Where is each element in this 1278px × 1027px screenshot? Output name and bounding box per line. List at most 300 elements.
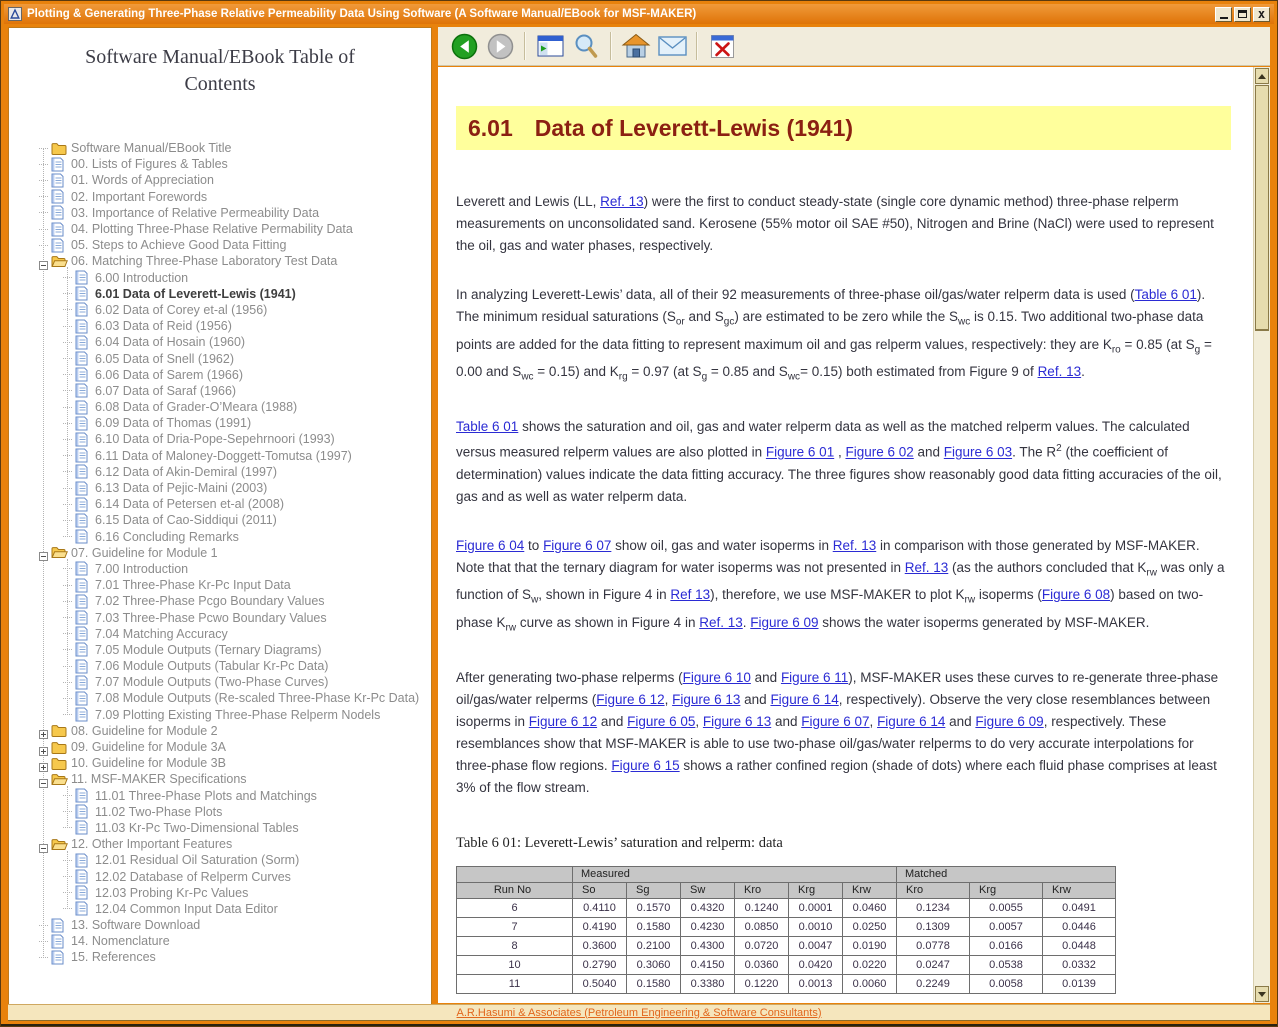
- page-icon: [75, 691, 92, 706]
- toc-item[interactable]: [9, 674, 431, 690]
- back-button[interactable]: [446, 30, 482, 62]
- folder-open-icon: [51, 255, 68, 268]
- table-column-header: Sw: [681, 882, 735, 898]
- tree-stub: [63, 682, 72, 683]
- minimize-button[interactable]: [1215, 7, 1232, 22]
- toc-item[interactable]: [9, 189, 431, 205]
- toc-item-label: 11.02 Two-Phase Plots: [95, 804, 223, 819]
- table-cell: 0.0778: [897, 936, 970, 955]
- toc-item[interactable]: [9, 448, 431, 464]
- toc-item[interactable]: [9, 577, 431, 593]
- expand-icon[interactable]: [39, 759, 48, 768]
- toc-item-label: 6.08 Data of Grader-O’Meara (1988): [95, 400, 298, 415]
- content-link[interactable]: Ref. 13: [699, 614, 743, 630]
- page-icon: [75, 869, 92, 884]
- toc-item[interactable]: [9, 545, 431, 561]
- content-link[interactable]: Figure 6 07: [801, 713, 870, 729]
- content-link[interactable]: Figure 6 14: [770, 691, 839, 707]
- scroll-down-icon: [1258, 992, 1266, 997]
- content-link[interactable]: Ref. 13: [832, 537, 877, 553]
- page-icon: [75, 319, 92, 334]
- relperm-table: [456, 866, 1116, 994]
- folder-icon: [51, 142, 68, 155]
- table-cell: 0.0247: [897, 955, 970, 974]
- toc-item[interactable]: [9, 140, 431, 156]
- table-cell: 0.0220: [843, 955, 897, 974]
- page-icon: [75, 286, 92, 301]
- subscript-text: rw: [505, 622, 517, 634]
- tree-stub: [63, 520, 72, 521]
- table-column-header: Krg: [789, 882, 843, 898]
- page-icon: [75, 335, 92, 350]
- table-cell: 0.0448: [1043, 936, 1116, 955]
- tree-stub: [63, 293, 72, 294]
- table-row: [457, 917, 1116, 936]
- tree-stub: [63, 536, 72, 537]
- subscript-text: wc: [957, 316, 971, 328]
- content-link[interactable]: Figure 6 10: [682, 669, 751, 685]
- page-icon: [75, 675, 92, 690]
- toc-item-label: 7.06 Module Outputs (Tabular Kr-Pc Data): [95, 659, 329, 674]
- table-cell: 0.0001: [789, 898, 843, 917]
- home-button[interactable]: [618, 30, 654, 62]
- tree-stub: [63, 374, 72, 375]
- toc-item-label: 6.13 Data of Pejic-Maini (2003): [95, 481, 268, 496]
- page-icon: [51, 173, 68, 188]
- window-title: Plotting & Generating Three-Phase Relative Permeability Data Using Software (A Software Manual/EBook for MSF-MAKER): [27, 8, 697, 20]
- toc-item-label: 12.04 Common Input Data Editor: [95, 901, 278, 916]
- page-icon: [75, 707, 92, 722]
- toc-item[interactable]: [9, 156, 431, 172]
- footer-link[interactable]: A.R.Hasumi & Associates (Petroleum Engineering & Software Consultants): [456, 1006, 822, 1019]
- table-cell: 0.1234: [897, 898, 970, 917]
- toc-item[interactable]: [9, 350, 431, 366]
- table-column-header: Krw: [1043, 882, 1116, 898]
- table-row: [457, 898, 1116, 917]
- table-cell: 0.0047: [789, 936, 843, 955]
- toc-title: Software Manual/EBook Table of Contents: [85, 46, 355, 95]
- table-cell: 0.4150: [681, 955, 735, 974]
- page-icon: [51, 157, 68, 172]
- search-icon: [573, 33, 599, 60]
- content-link[interactable]: Figure 6 13: [672, 691, 741, 707]
- page-icon: [75, 351, 92, 366]
- toc-item-label: 7.08 Module Outputs (Re-scaled Three-Phase Kr-Pc Data): [95, 691, 420, 706]
- toc-item-label: 03. Importance of Relative Permeability Data: [71, 205, 320, 220]
- table-cell: 0.0420: [789, 955, 843, 974]
- toc-item-label: 14. Nomenclature: [71, 934, 170, 949]
- toc-item-label: 6.14 Data of Petersen et-al (2008): [95, 497, 285, 512]
- toc-item[interactable]: [9, 739, 431, 755]
- subscript-text: gc: [723, 316, 735, 328]
- tree-stub: [63, 326, 72, 327]
- tree-stub: [39, 164, 48, 165]
- subscript-text: g: [1194, 344, 1201, 356]
- toc-item-label: 12.01 Residual Oil Saturation (Sorm): [95, 853, 300, 868]
- maximize-button[interactable]: [1234, 7, 1251, 22]
- page-icon: [75, 464, 92, 479]
- toc-item-label: Software Manual/EBook Title: [71, 141, 232, 156]
- toc-item[interactable]: [9, 804, 431, 820]
- page-icon: [75, 383, 92, 398]
- titlebar: [4, 4, 1274, 24]
- expand-icon[interactable]: [39, 743, 48, 752]
- toc-item-label: 6.09 Data of Thomas (1991): [95, 416, 252, 431]
- toc-item[interactable]: [9, 496, 431, 512]
- toc-item[interactable]: [9, 512, 431, 528]
- table-cell: 10: [457, 955, 573, 974]
- heading-text: Data of Leverett-Lewis (1941): [534, 114, 854, 141]
- supscript-text: 2: [1056, 443, 1062, 455]
- tree-stub: [63, 698, 72, 699]
- content-link[interactable]: Table 6 01: [456, 419, 519, 435]
- content-link[interactable]: Figure 6 12: [528, 713, 598, 729]
- content-link[interactable]: Table 6 01: [1134, 287, 1197, 302]
- table-row: [457, 936, 1116, 955]
- toc-item-label: 6.15 Data of Cao-Siddiqui (2011): [95, 513, 277, 528]
- toc-item-label: 12.03 Probing Kr-Pc Values: [95, 885, 249, 900]
- page-icon: [51, 934, 68, 949]
- table-cell: 0.0720: [735, 936, 789, 955]
- toc-item-label: 15. References: [71, 950, 156, 965]
- toc-item[interactable]: [9, 415, 431, 431]
- toc-item-label: 00. Lists of Figures & Tables: [71, 157, 228, 172]
- page-icon: [75, 513, 92, 528]
- collapse-icon[interactable]: [39, 775, 48, 784]
- content-link[interactable]: Figure 6 15: [611, 757, 680, 773]
- page-icon: [75, 853, 92, 868]
- subscript-text: rw: [964, 594, 976, 606]
- toc-item[interactable]: [9, 658, 431, 674]
- tree-stub: [63, 568, 72, 569]
- collapse-icon[interactable]: [39, 257, 48, 266]
- toolbar-separator: [610, 32, 612, 60]
- content-link[interactable]: Figure 6 03: [943, 444, 1013, 460]
- toc-item-label: 7.09 Plotting Existing Three-Phase Relperm Nodels: [95, 707, 381, 722]
- tree-stub: [39, 941, 48, 942]
- tree-stub: [39, 212, 48, 213]
- content-link[interactable]: Figure 6 13: [702, 713, 772, 729]
- table-cell: 0.0491: [1043, 898, 1116, 917]
- email-button[interactable]: [654, 30, 690, 62]
- table-cell: 0.3060: [627, 955, 681, 974]
- tree-stub: [63, 585, 72, 586]
- toc-item[interactable]: [9, 172, 431, 188]
- toggle-pane-icon: [537, 34, 564, 58]
- table-cell: 0.3600: [573, 936, 627, 955]
- toc-item[interactable]: [9, 383, 431, 399]
- toc-item-label: 6.12 Data of Akin-Demiral (1997): [95, 464, 278, 479]
- toc-item[interactable]: [9, 367, 431, 383]
- toc-item-label: 7.05 Module Outputs (Ternary Diagrams): [95, 642, 322, 657]
- page-icon: [51, 918, 68, 933]
- table-group-header: Matched: [897, 866, 1116, 882]
- toggle-pane-button[interactable]: [532, 30, 568, 62]
- content-link[interactable]: Figure 6 04: [456, 537, 525, 553]
- page-icon: [75, 529, 92, 544]
- table-cell: 0.1570: [627, 898, 681, 917]
- window-bottom-edge: [1, 1024, 1277, 1026]
- subscript-text: wc: [521, 372, 534, 384]
- toc-item[interactable]: [9, 755, 431, 771]
- toc-item-label: 7.02 Three-Phase Pcgo Boundary Values: [95, 594, 325, 609]
- toc-item[interactable]: [9, 221, 431, 237]
- scrollbar-thumb[interactable]: [1255, 85, 1269, 331]
- table-cell: 0.2249: [897, 974, 970, 993]
- table-cell: 0.0055: [970, 898, 1043, 917]
- toc-item[interactable]: [9, 788, 431, 804]
- page-icon: [75, 594, 92, 609]
- content-link[interactable]: Figure 6 14: [877, 713, 946, 729]
- content-paragraph: Table 6 01 shows the saturation and oil, gas and water relperm data as well as the matched relperm values. The calculated versus measured relperm values are also plotted in Figure 6 01 , Figure 6 02 and Figure 6 03. The $R^2$ (the coefficient of determination) values indicate the data fitting accuracy. The three figures show reasonably good data fitting accuracies of the oil, gas and as well as water relperm data.: [456, 419, 1222, 504]
- folder-icon: [51, 741, 68, 754]
- toc-item-label: 6.01 Data of Leverett-Lewis (1941): [95, 286, 296, 301]
- close-button[interactable]: [1253, 7, 1270, 22]
- toc-item[interactable]: [9, 836, 431, 852]
- toolbar-separator: [696, 32, 698, 60]
- table-cell: 0.0446: [1043, 917, 1116, 936]
- table-cell: 0.1580: [627, 917, 681, 936]
- page-icon: [51, 189, 68, 204]
- page-icon: [75, 788, 92, 803]
- toc-item[interactable]: [9, 561, 431, 577]
- tree-stub: [39, 148, 48, 149]
- tree-stub: [63, 601, 72, 602]
- toc-item[interactable]: [9, 270, 431, 286]
- table-cell: 0.4230: [681, 917, 735, 936]
- toc-item[interactable]: [9, 771, 431, 787]
- forward-icon: [487, 33, 514, 60]
- table-group-header-row: [457, 866, 1116, 882]
- table-column-header: So: [573, 882, 627, 898]
- table-cell: 0.2100: [627, 936, 681, 955]
- toc-item[interactable]: [9, 690, 431, 706]
- toc-item[interactable]: [9, 480, 431, 496]
- table-cell: 0.0332: [1043, 955, 1116, 974]
- toc-item[interactable]: [9, 901, 431, 917]
- toc-item-label: 01. Words of Appreciation: [71, 173, 214, 188]
- toc-item[interactable]: [9, 334, 431, 350]
- toc-item[interactable]: [9, 464, 431, 480]
- toc-item[interactable]: [9, 609, 431, 625]
- page-icon: [51, 222, 68, 237]
- page-icon: [51, 238, 68, 253]
- content-link[interactable]: Ref. 13: [600, 194, 644, 209]
- table-caption: Table 6 01: Leverett-Lewis’ saturation and relperm: data: [456, 834, 783, 851]
- toc-item[interactable]: [9, 626, 431, 642]
- toc-item[interactable]: [9, 431, 431, 447]
- toc-item[interactable]: [9, 885, 431, 901]
- table-column-header: Kro: [897, 882, 970, 898]
- content-link[interactable]: Figure 6 07: [543, 537, 612, 553]
- table-cell: 0.0057: [970, 917, 1043, 936]
- page-icon: [75, 642, 92, 657]
- toc-item-label: 12. Other Important Features: [71, 837, 233, 852]
- tree-stub: [39, 245, 48, 246]
- footer-bar: [8, 1004, 1270, 1021]
- collapse-icon[interactable]: [39, 548, 48, 557]
- toc-item[interactable]: [9, 949, 431, 965]
- search-button[interactable]: [568, 30, 604, 62]
- toc-panel: [8, 27, 432, 1005]
- toc-item[interactable]: [9, 723, 431, 739]
- subscript-text: g: [701, 372, 708, 384]
- table-cell: 0.0250: [843, 917, 897, 936]
- table-column-header-row: [457, 882, 1116, 898]
- exit-button[interactable]: [704, 30, 740, 62]
- toc-item[interactable]: [9, 933, 431, 949]
- page-icon: [51, 205, 68, 220]
- tree-stub: [63, 633, 72, 634]
- tree-stub: [63, 795, 72, 796]
- toc-item-selected[interactable]: [9, 286, 431, 302]
- content-link[interactable]: Figure 6 08: [1041, 587, 1111, 603]
- tree-stub: [63, 488, 72, 489]
- page-icon: [51, 950, 68, 965]
- subscript-text: rg: [618, 372, 628, 384]
- tree-stub: [63, 617, 72, 618]
- toc-item-label: 6.04 Data of Hosain (1960): [95, 335, 246, 350]
- content-paragraph: After generating two-phase relperms (Figure 6 10 and Figure 6 11), MSF-MAKER uses these curves to re-generate three-phase oil/gas/water relperms (Figure 6 12, Figure 6 13 and Figure 6 14, respectively). Observe the very close resemblances between isoperms in Figure 6 12 and Figure 6 05, Figure 6 13 and Figure 6 07, Figure 6 14 and Figure 6 09, respectively. These resemblances show that MSF-MAKER is able to use two-phase oil/gas/water relperms to do very accurate interpolations for three-phase flow regions. Figure 6 15 shows a rather confined region (shade of dots) where each fluid phase comprises at least 3% of the flow stream.: [456, 669, 1219, 795]
- content-link[interactable]: Figure 6 12: [596, 691, 665, 707]
- scroll-down-button[interactable]: [1255, 986, 1269, 1002]
- toc-item-label: 6.16 Concluding Remarks: [95, 529, 239, 544]
- table-cell: 0.0850: [735, 917, 789, 936]
- tree-stub: [63, 342, 72, 343]
- toc-item[interactable]: [9, 642, 431, 658]
- page-icon: [75, 901, 92, 916]
- table-cell: 0.0538: [970, 955, 1043, 974]
- content-link[interactable]: Figure 6 09: [975, 713, 1044, 729]
- page-icon: [75, 400, 92, 415]
- tree-stub: [63, 811, 72, 812]
- tree-stub: [63, 358, 72, 359]
- table-cell: 0.0360: [735, 955, 789, 974]
- table-cell: 0.4190: [573, 917, 627, 936]
- tree-stub: [63, 714, 72, 715]
- toc-item[interactable]: [9, 852, 431, 868]
- subscript-text: wc: [787, 372, 801, 384]
- toc-item[interactable]: [9, 399, 431, 415]
- table-cell: 0.1240: [735, 898, 789, 917]
- toc-item[interactable]: [9, 917, 431, 933]
- toc-item[interactable]: [9, 529, 431, 545]
- toc-item[interactable]: [9, 237, 431, 253]
- toc-item-label: 07. Guideline for Module 1: [71, 545, 218, 560]
- page-heading: [456, 106, 1231, 150]
- toc-item-label: 6.07 Data of Saraf (1966): [95, 383, 237, 398]
- toc-item[interactable]: [9, 868, 431, 884]
- content-link[interactable]: Figure 6 05: [627, 713, 696, 729]
- tree-stub: [63, 471, 72, 472]
- table-column-header: Krg: [970, 882, 1043, 898]
- toc-item[interactable]: [9, 302, 431, 318]
- toc-item[interactable]: [9, 253, 431, 269]
- content-link[interactable]: Figure 6 01: [765, 444, 835, 460]
- toc-item-label: 05. Steps to Achieve Good Data Fitting: [71, 238, 287, 253]
- tree-stub: [63, 892, 72, 893]
- table-cell: 0.0460: [843, 898, 897, 917]
- toc-item[interactable]: [9, 707, 431, 723]
- tree-stub: [39, 925, 48, 926]
- tree-stub: [63, 908, 72, 909]
- heading-number: 6.01: [468, 114, 513, 141]
- email-icon: [658, 36, 687, 56]
- minimize-icon: [1220, 17, 1228, 19]
- tree-stub: [39, 180, 48, 181]
- content-link[interactable]: Figure 6 09: [750, 614, 819, 630]
- table-group-header: [457, 866, 573, 882]
- scroll-up-icon: [1258, 74, 1266, 79]
- subscript-text: or: [675, 316, 685, 328]
- toc-item[interactable]: [9, 820, 431, 836]
- content-link[interactable]: Ref. 13: [904, 559, 949, 575]
- tree-stub: [63, 423, 72, 424]
- tree-stub: [63, 277, 72, 278]
- toc-item-label: 06. Matching Three-Phase Laboratory Test Data: [71, 254, 338, 269]
- folder-icon: [51, 757, 68, 770]
- table-column-header: Run No: [457, 882, 573, 898]
- scroll-up-button[interactable]: [1255, 68, 1269, 84]
- table-cell: 0.4300: [681, 936, 735, 955]
- content-link[interactable]: Ref 13: [670, 587, 711, 603]
- tree-stub: [63, 390, 72, 391]
- tree-stub: [39, 196, 48, 197]
- table-cell: 0.1220: [735, 974, 789, 993]
- vertical-scrollbar[interactable]: [1253, 67, 1270, 1003]
- tree-stub: [63, 504, 72, 505]
- content-link[interactable]: Figure 6 02: [845, 444, 914, 460]
- content-paragraph: In analyzing Leverett-Lewis’ data, all of their 92 measurements of three-phase oil/gas/water relperm data is used (Table 6 01). The minimum residual saturations ($S_{or}$ and $S_{gc}$) are estimated to be zero while the $S_{wc}$ is 0.15. Two additional two-phase data points are added for the data fitting to represent maximum oil and gas relperm values, respectively: they are $K_{ro} = 0.85$ (at $S_g = 0.00$ and $S_{wc} = 0.15$) and $K_{rg} = 0.97$ (at $S_g = 0.85$ and $S_{wc}= 0.15$) both estimated from Figure 9 of Ref. 13.: [456, 287, 1212, 384]
- toc-item-label: 11.03 Kr-Pc Two-Dimensional Tables: [95, 820, 299, 835]
- tree-stub: [63, 860, 72, 861]
- toc-item-label: 7.07 Module Outputs (Two-Phase Curves): [95, 675, 329, 690]
- page-icon: [75, 448, 92, 463]
- toc-item-label: 13. Software Download: [71, 918, 201, 933]
- toc-item-label: 04. Plotting Three-Phase Relative Permability Data: [71, 222, 353, 237]
- toc-item[interactable]: [9, 593, 431, 609]
- page-icon: [75, 885, 92, 900]
- toc-item[interactable]: [9, 318, 431, 334]
- content-link[interactable]: Ref. 13: [1037, 364, 1082, 380]
- toc-tree: [9, 140, 431, 1004]
- toc-item-label: 6.03 Data of Reid (1956): [95, 319, 232, 334]
- forward-button[interactable]: [482, 30, 518, 62]
- table-cell: 0.0166: [970, 936, 1043, 955]
- table-cell: 0.0139: [1043, 974, 1116, 993]
- table-cell: 6: [457, 898, 573, 917]
- toc-item-label: 7.03 Three-Phase Pcwo Boundary Values: [95, 610, 327, 625]
- subscript-text: ro: [1111, 344, 1121, 356]
- page-icon: [75, 804, 92, 819]
- content: [438, 67, 1253, 1003]
- expand-icon[interactable]: [39, 726, 48, 735]
- page-icon: [75, 578, 92, 593]
- content-link[interactable]: Figure 6 11: [780, 669, 849, 685]
- table-cell: 8: [457, 936, 573, 955]
- tree-stub: [39, 957, 48, 958]
- collapse-icon[interactable]: [39, 840, 48, 849]
- toc-item-label: 12.02 Database of Relperm Curves: [95, 869, 291, 884]
- table-row: [457, 955, 1116, 974]
- toc-item-label: 09. Guideline for Module 3A: [71, 740, 226, 755]
- table-cell: 0.2790: [573, 955, 627, 974]
- page-icon: [75, 367, 92, 382]
- toc-item[interactable]: [9, 205, 431, 221]
- page-icon: [75, 302, 92, 317]
- toc-item-label: 7.01 Three-Phase Kr-Pc Input Data: [95, 578, 291, 593]
- toc-item-label: 08. Guideline for Module 2: [71, 723, 218, 738]
